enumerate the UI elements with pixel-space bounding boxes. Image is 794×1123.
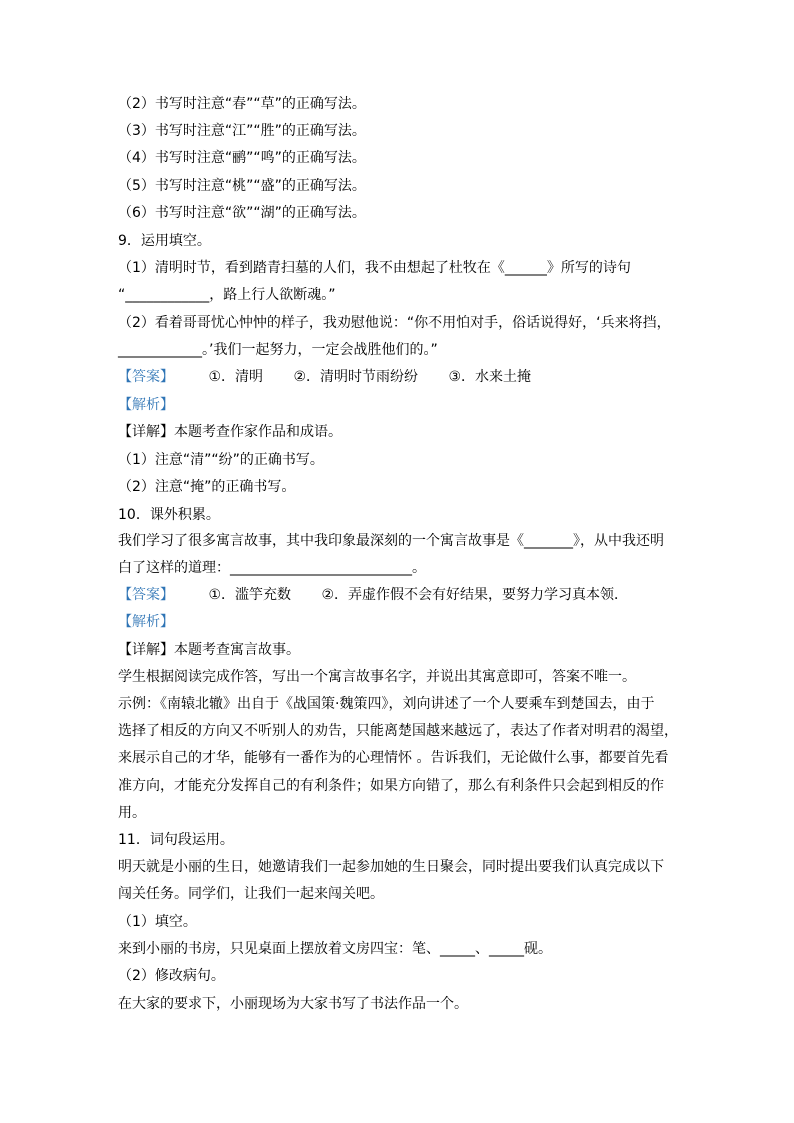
q10-body-line-5: 准方向，才能充分发挥自己的有利条件；如果方向错了，那么有利条件只会起到相反的作 xyxy=(118,778,664,794)
q9-part1-line2: “____________，路上行人欲断魂。” xyxy=(118,287,336,303)
q10-detail xyxy=(118,640,678,660)
q9-analysis-label: 【解析】 xyxy=(118,397,174,413)
q10-prompt-line2: 白了这样的道理：__________________________。 xyxy=(118,560,426,576)
q10-answer-2: ②．弄虚作假不会有好结果，要努力学习真本领 xyxy=(321,587,615,603)
q9-answer-label: 【答案】 xyxy=(118,369,174,385)
q10-answer-label: 【答案】 xyxy=(118,587,174,603)
q11-sub1-title: （1）填空。 xyxy=(118,914,197,930)
q9-detail-label: 【详解】 xyxy=(118,424,174,440)
q11-title: 11．词句段运用。 xyxy=(118,832,234,848)
q10-body-line-3: 选择了相反的方向又不听别人的劝告，只能离楚国越来越远了，表达了作者对明君的渴望， xyxy=(118,723,678,739)
q8-item-4: （4）书写时注意“鹂”“鸣”的正确写法。 xyxy=(118,150,366,166)
q8-item-6: （6）书写时注意“欲”“湖”的正确写法。 xyxy=(118,205,366,221)
q9-detail-text: 本题考查作家作品和成语。 xyxy=(174,424,342,440)
q11-intro-line1: 明天就是小丽的生日，她邀请我们一起参加她的生日聚会，同时提出要我们认真完成以下 xyxy=(118,859,664,875)
q10-title: 10．课外积累。 xyxy=(118,507,220,523)
q9-detail-item-1: （1）注意“清”“纷”的正确书写。 xyxy=(118,452,324,468)
q9-detail xyxy=(118,422,678,442)
q11-sub1-text: 来到小丽的书房，只见桌面上摆放着文房四宝：笔、_____、_____砚。 xyxy=(118,941,552,957)
q10-body-line-4: 来展示自己的才华，能够有一番作为的心理情怀 。告诉我们，无论做什么事，都要首先看 xyxy=(118,750,669,766)
q10-answer-1: ①．滥竽充数 xyxy=(208,587,292,603)
q11-intro-line2: 闯关任务。同学们，让我们一起来闯关吧。 xyxy=(118,886,384,902)
q10-prompt-line1: 我们学习了很多寓言故事，其中我印象最深刻的一个寓言故事是《_______》，从中我还明 xyxy=(118,533,664,549)
q9-detail-item-2: （2）注意“掩”的正确书写。 xyxy=(118,479,296,495)
q9-answer-2: ②．清明时节雨纷纷 xyxy=(293,369,419,385)
q9-part2-line1: （2）看着哥哥忧心忡忡的样子，我劝慰他说：“你不用怕对手，俗话说得好，‘兵来将挡， xyxy=(118,315,671,331)
q10-body-line-2: 示例：《南辕北辙》出自于《战国策·魏策四》，刘向讲述了一个人要乘车到楚国去，由于 xyxy=(118,696,655,712)
q9-answer-1: ①．清明 xyxy=(208,369,264,385)
q10-analysis-label: 【解析】 xyxy=(118,614,174,630)
q8-item-3: （3）书写时注意“江”“胜”的正确写法。 xyxy=(118,123,366,139)
q9-title: 9．运用填空。 xyxy=(118,233,211,249)
q10-answer-row xyxy=(118,585,678,605)
q11-sub2-title: （2）修改病句。 xyxy=(118,968,225,984)
q11-sub2-text: 在大家的要求下，小丽现场为大家书写了书法作品一个。 xyxy=(118,996,468,1012)
q9-part1-line1: （1）清明时节，看到踏青扫墓的人们，我不由想起了杜牧在《______》所写的诗句 xyxy=(118,260,631,276)
q10-body-line-6: 用。 xyxy=(118,805,146,821)
q9-answer-3: ③．水来土掩 xyxy=(448,369,532,385)
q10-body-line-1: 学生根据阅读完成作答，写出一个寓言故事名字，并说出其寓意即可，答案不唯一。 xyxy=(118,669,636,685)
q9-answer-row xyxy=(118,367,678,387)
q10-answer-end: ． xyxy=(614,587,629,603)
q8-item-5: （5）书写时注意“桃”“盛”的正确写法。 xyxy=(118,178,366,194)
q8-item-2: （2）书写时注意“春”“草”的正确写法。 xyxy=(118,96,366,112)
q9-part2-line2: ____________。’我们一起努力，一定会战胜他们的。” xyxy=(118,342,438,358)
q10-detail-label: 【详解】 xyxy=(118,642,174,658)
q10-detail-text: 本题考查寓言故事。 xyxy=(174,642,300,658)
